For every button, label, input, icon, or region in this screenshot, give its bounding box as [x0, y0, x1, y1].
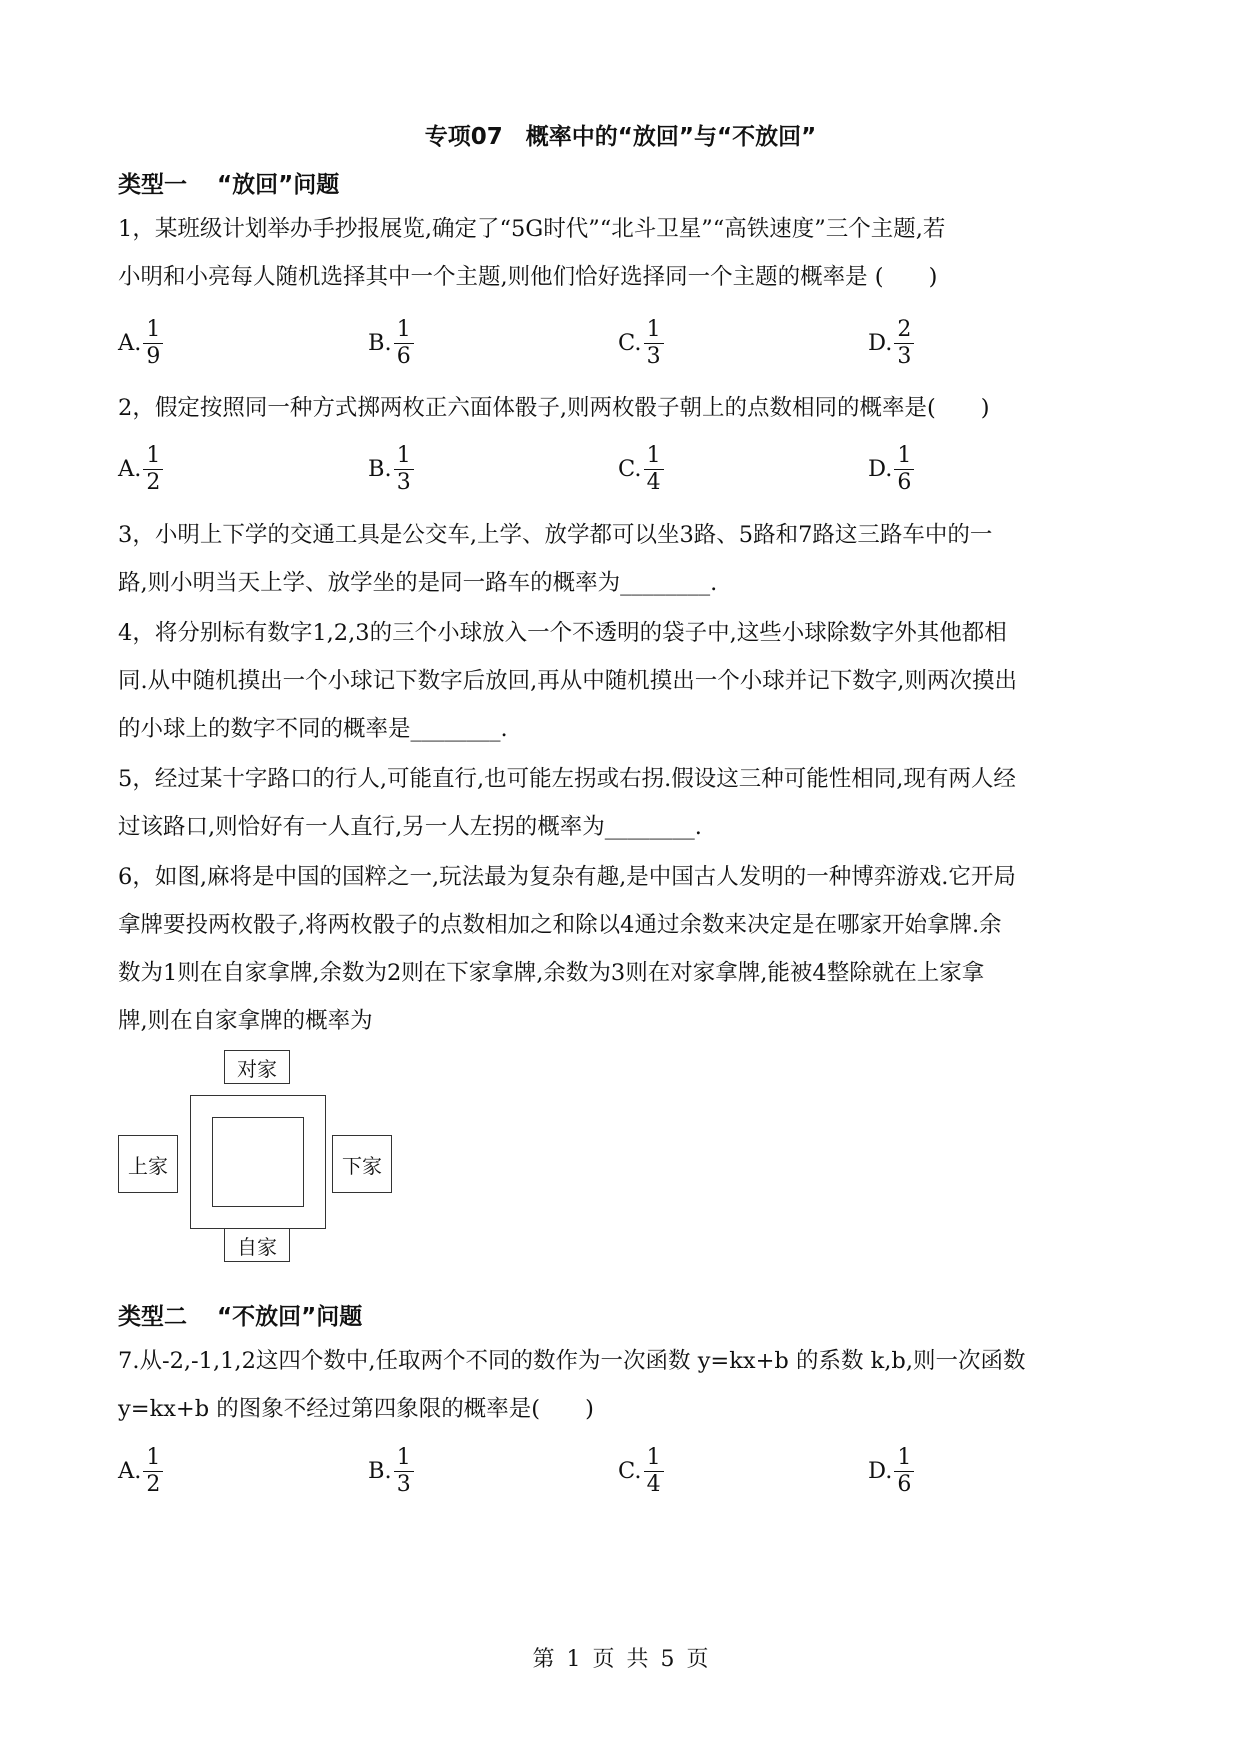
- option-a[interactable]: [118, 312, 163, 374]
- footer-text: 页: [686, 1647, 709, 1672]
- total-pages: 5: [660, 1647, 675, 1672]
- denominator: 6: [897, 1471, 912, 1497]
- question-5-line-1: 5，经过某十字路口的行人,可能直行,也可能左拐或右拐.假设这三种可能性相同,现有两人经: [118, 766, 1016, 792]
- denominator: 4: [646, 469, 661, 495]
- question-6-line-4: 牌,则在自家拿牌的概率为: [118, 1008, 373, 1034]
- option-d[interactable]: [868, 438, 914, 500]
- option-a[interactable]: [118, 1440, 163, 1502]
- question-2-options: [118, 438, 1128, 500]
- page-title: 专项07 概率中的“放回”与“不放回”: [424, 124, 817, 150]
- option-d[interactable]: [868, 1440, 914, 1502]
- fraction: [894, 317, 914, 370]
- numerator: 1: [894, 1445, 914, 1472]
- option-letter: A.: [118, 1458, 142, 1484]
- question-2-line-1: 2，假定按照同一种方式掷两枚正六面体骰子,则两枚骰子朝上的点数相同的概率是( ): [118, 395, 990, 421]
- option-b[interactable]: [368, 312, 414, 374]
- question-3-line-2: 路,则小明当天上学、放学坐的是同一路车的概率为________.: [118, 570, 718, 596]
- denominator: 3: [646, 343, 661, 369]
- denominator: 6: [396, 343, 411, 369]
- question-4-line-2: 同.从中随机摸出一个小球记下数字后放回,再从中随机摸出一个小球并记下数字,则两次摸出: [118, 668, 1017, 694]
- option-letter: B.: [368, 1458, 392, 1484]
- question-7-line-2: y=kx+b 的图象不经过第四象限的概率是( ): [118, 1396, 594, 1422]
- option-c[interactable]: [618, 1440, 664, 1502]
- option-letter: C.: [618, 1458, 642, 1484]
- option-c[interactable]: [618, 438, 664, 500]
- question-6-line-1: 6，如图,麻将是中国的国粹之一,玩法最为复杂有趣,是中国古人发明的一种博弈游戏.它开局: [118, 864, 1016, 890]
- table-inner-square: [212, 1117, 304, 1207]
- numerator: 1: [644, 443, 664, 470]
- question-6-line-3: 数为1则在自家拿牌,余数为2则在下家拿牌,余数为3则在对家拿牌,能被4整除就在上家拿: [118, 960, 985, 986]
- mahjong-table-diagram: [118, 1050, 398, 1262]
- option-letter: A.: [118, 456, 142, 482]
- option-b[interactable]: [368, 1440, 414, 1502]
- section-label: 类型一: [118, 172, 187, 198]
- option-a[interactable]: [118, 438, 163, 500]
- numerator: 1: [394, 317, 414, 344]
- denominator: 3: [897, 343, 912, 369]
- seat-self: 自家: [224, 1228, 290, 1262]
- page-footer: [0, 1642, 1241, 1673]
- section-title: “放回”问题: [217, 172, 340, 198]
- option-letter: D.: [868, 456, 893, 482]
- fraction: [644, 1445, 664, 1498]
- option-letter: C.: [618, 456, 642, 482]
- option-b[interactable]: [368, 438, 414, 500]
- denominator: 6: [897, 469, 912, 495]
- numerator: 1: [394, 443, 414, 470]
- fraction: [394, 443, 414, 496]
- option-letter: D.: [868, 330, 893, 356]
- seat-right: 下家: [332, 1135, 392, 1193]
- question-7-line-1: 7.从-2,-1,1,2这四个数中,任取两个不同的数作为一次函数 y=kx+b 的系数 k,b,则一次函数: [118, 1348, 1026, 1374]
- numerator: 1: [644, 1445, 664, 1472]
- question-5-line-2: 过该路口,则恰好有一人直行,另一人左拐的概率为________.: [118, 814, 702, 840]
- footer-text: 第: [532, 1647, 555, 1672]
- question-1-options: [118, 312, 1128, 374]
- option-letter: A.: [118, 330, 142, 356]
- denominator: 2: [146, 1471, 161, 1497]
- denominator: 9: [146, 343, 161, 369]
- question-4-line-3: 的小球上的数字不同的概率是________.: [118, 716, 508, 742]
- section-title: “不放回”问题: [217, 1304, 363, 1330]
- option-letter: B.: [368, 456, 392, 482]
- question-1-line-1: 1，某班级计划举办手抄报展览,确定了“5G时代”“北斗卫星”“高铁速度”三个主题,若: [118, 216, 946, 242]
- question-1-line-2: 小明和小亮每人随机选择其中一个主题,则他们恰好选择同一个主题的概率是 ( ): [118, 264, 938, 290]
- numerator: 2: [894, 317, 914, 344]
- seat-left: 上家: [118, 1135, 178, 1193]
- fraction: [143, 443, 163, 496]
- denominator: 4: [646, 1471, 661, 1497]
- numerator: 1: [143, 317, 163, 344]
- fraction: [894, 1445, 914, 1498]
- fraction: [644, 443, 664, 496]
- footer-text: 页: [592, 1647, 615, 1672]
- fraction: [394, 1445, 414, 1498]
- numerator: 1: [644, 317, 664, 344]
- option-letter: D.: [868, 1458, 893, 1484]
- fraction: [644, 317, 664, 370]
- section-heading-2: [118, 1298, 362, 1331]
- numerator: 1: [394, 1445, 414, 1472]
- fraction: [143, 317, 163, 370]
- option-letter: C.: [618, 330, 642, 356]
- seat-opposite: 对家: [224, 1050, 290, 1084]
- option-d[interactable]: [868, 312, 914, 374]
- fraction: [894, 443, 914, 496]
- question-3-line-1: 3，小明上下学的交通工具是公交车,上学、放学都可以坐3路、5路和7路这三路车中的一: [118, 522, 993, 548]
- numerator: 1: [143, 443, 163, 470]
- denominator: 3: [396, 1471, 411, 1497]
- fraction: [394, 317, 414, 370]
- denominator: 2: [146, 469, 161, 495]
- current-page: 1: [566, 1647, 581, 1672]
- option-c[interactable]: [618, 312, 664, 374]
- numerator: 1: [143, 1445, 163, 1472]
- question-7-options: [118, 1440, 1128, 1502]
- numerator: 1: [894, 443, 914, 470]
- question-4-line-1: 4，将分别标有数字1,2,3的三个小球放入一个不透明的袋子中,这些小球除数字外其他都相: [118, 620, 1007, 646]
- footer-text: 共: [626, 1647, 649, 1672]
- option-letter: B.: [368, 330, 392, 356]
- denominator: 3: [396, 469, 411, 495]
- section-label: 类型二: [118, 1304, 187, 1330]
- question-6-line-2: 拿牌要投两枚骰子,将两枚骰子的点数相加之和除以4通过余数来决定是在哪家开始拿牌.余: [118, 912, 1002, 938]
- fraction: [143, 1445, 163, 1498]
- section-heading-1: [118, 166, 339, 199]
